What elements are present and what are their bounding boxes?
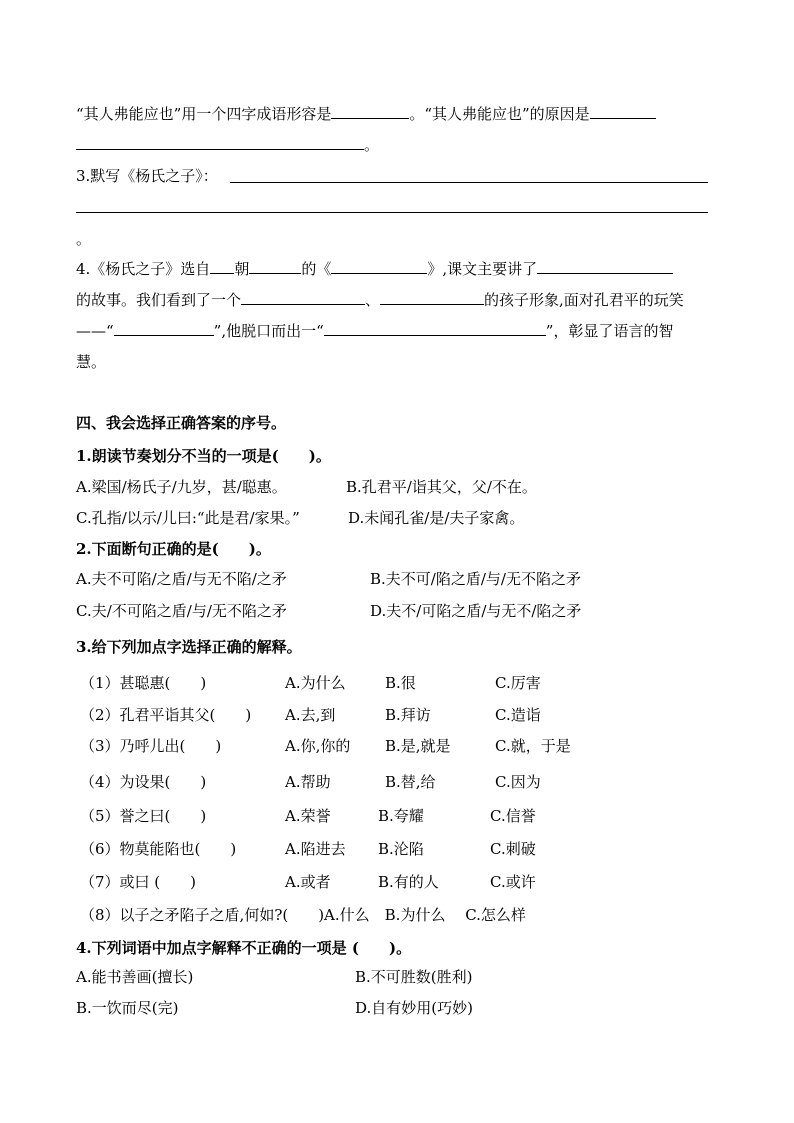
- q4-option-c[interactable]: B.一饮而尽(完): [76, 999, 179, 1017]
- answer-blank[interactable]: [331, 259, 427, 274]
- q3-item-8: （8）以子之矛陷子之盾,何如?( )A.什么 B.为什么 C.怎么样: [80, 906, 526, 924]
- q3-row: [0, 704, 794, 726]
- q1-option-b[interactable]: B.孔君平/诣其父，父/不在。: [346, 478, 537, 496]
- q3-row: [0, 735, 794, 757]
- answer-blank[interactable]: [590, 104, 656, 119]
- q1-option-c[interactable]: C.孔指/以示/儿曰:“此是君/家果。”: [76, 509, 300, 527]
- q2-stem: 2.下面断句正确的是( )。: [76, 540, 271, 558]
- q4-text: 的孩子形象,面对孔君平的玩笑: [484, 291, 684, 309]
- q-idiom-text: “其人弗能应也”用一个四字成语形容是: [76, 105, 332, 123]
- q3-row: [0, 904, 794, 926]
- q3-row: [0, 771, 794, 793]
- q3-option-a[interactable]: A.荣誉: [285, 807, 331, 825]
- q4-text: 4.《杨氏之子》选自: [76, 260, 211, 278]
- q4-text: 的《: [301, 260, 332, 278]
- q3-option-c[interactable]: C.刺破: [490, 840, 536, 858]
- q3-option-c[interactable]: C.厉害: [495, 674, 541, 692]
- q3-option-c[interactable]: C.因为: [495, 773, 541, 791]
- q3-option-c[interactable]: C.就，于是: [495, 737, 571, 755]
- q3-option-b[interactable]: B.是,就是: [385, 737, 451, 755]
- q2-option-d[interactable]: D.夫不/可陷之盾/与无不/陷之矛: [370, 602, 582, 620]
- q4-option-b[interactable]: B.不可胜数(胜利): [355, 968, 473, 986]
- answer-blank[interactable]: [114, 321, 214, 336]
- q3-row: [0, 838, 794, 860]
- q3-stem: 3.给下列加点字选择正确的解释。: [76, 638, 302, 656]
- q3-option-b[interactable]: B.有的人: [378, 873, 439, 891]
- q3-item: （2）孔君平诣其父( ): [80, 706, 252, 724]
- q3-option-a[interactable]: A.帮助: [285, 773, 331, 791]
- q4-option-d[interactable]: D.自有妙用(巧妙): [355, 999, 473, 1017]
- answer-blank[interactable]: [76, 135, 364, 150]
- answer-blank[interactable]: [210, 259, 234, 274]
- q3-option-c[interactable]: C.或许: [490, 873, 536, 891]
- answer-blank[interactable]: [331, 104, 409, 119]
- q4-text: ”，彰显了语言的智: [545, 322, 674, 340]
- q3-option-a[interactable]: A.为什么: [285, 674, 346, 692]
- q3-option-a[interactable]: A.你,你的: [285, 737, 351, 755]
- q4-text: ——“: [76, 322, 114, 340]
- q3-option-c[interactable]: C.造诣: [495, 706, 541, 724]
- answer-line[interactable]: [76, 212, 708, 213]
- q2-option-c[interactable]: C.夫/不可陷之盾/与/无不陷之矛: [76, 602, 287, 620]
- q4-text: 朝: [234, 260, 250, 278]
- q-reason-line2: [76, 134, 708, 156]
- q2-option-a[interactable]: A.夫不可陷/之盾/与无不陷/之矛: [76, 570, 287, 588]
- q1-option-a[interactable]: A.梁国/杨氏子/九岁，甚/聪惠。: [76, 478, 287, 496]
- q3-item: （7）或曰 ( ): [80, 873, 197, 891]
- q3-row: [0, 805, 794, 827]
- q3-option-b[interactable]: B.替,给: [385, 773, 436, 791]
- q4-text: 》,课文主要讲了: [427, 260, 538, 278]
- answer-blank[interactable]: [324, 321, 546, 336]
- q3-option-c[interactable]: C.信誉: [490, 807, 536, 825]
- q4-stem: 4.下列词语中加点字解释不正确的一项是 ( )。: [76, 939, 412, 957]
- q4-text: 的故事。我们看到了一个: [76, 291, 242, 309]
- answer-blank[interactable]: [241, 290, 365, 305]
- q4-option-a[interactable]: A.能书善画(擅长): [76, 968, 194, 986]
- period: 。: [364, 136, 380, 154]
- q3-end-line: [76, 228, 708, 250]
- q-reason-text: 。“其人弗能应也”的原因是: [409, 105, 590, 123]
- q3-item: （5）誉之曰( ): [80, 807, 207, 825]
- section-heading: 四、我会选择正确答案的序号。: [76, 414, 287, 432]
- q3-item: （3）乃呼儿出( ): [80, 737, 222, 755]
- q3-dictation-label: 3.默写《杨氏之子》：: [76, 167, 218, 185]
- q4-fill-line4: [76, 351, 708, 373]
- answer-blank[interactable]: [380, 290, 484, 305]
- period: 。: [76, 230, 92, 248]
- q4-fill-line1: [76, 258, 708, 280]
- q4-text: 慧。: [76, 353, 107, 371]
- q3-row: [0, 672, 794, 694]
- q3-option-b[interactable]: B.沦陷: [378, 840, 424, 858]
- q1-stem: 1.朗读节奏划分不当的一项是( )。: [76, 447, 331, 465]
- answer-blank[interactable]: [249, 259, 301, 274]
- q3-option-b[interactable]: B.夸耀: [378, 807, 424, 825]
- answer-blank[interactable]: [537, 259, 673, 274]
- q3-option-a[interactable]: A.陷进去: [285, 840, 346, 858]
- q3-row: [0, 871, 794, 893]
- q3-option-b[interactable]: B.拜访: [385, 706, 431, 724]
- q4-text: ”,他脱口而出一“: [213, 322, 324, 340]
- q3-item: （1）甚聪惠( ): [80, 674, 207, 692]
- q3-item: （6）物莫能陷也( ): [80, 840, 237, 858]
- q3-option-b[interactable]: B.很: [385, 674, 416, 692]
- q1-option-d[interactable]: D.未闻孔雀/是/夫子家禽。: [348, 509, 525, 527]
- q3-option-a[interactable]: A.去,到: [285, 706, 336, 724]
- q3-item: （4）为设果( ): [80, 773, 207, 791]
- q2-option-b[interactable]: B.夫不可/陷之盾/与/无不陷之矛: [370, 570, 581, 588]
- q3-option-a[interactable]: A.或者: [285, 873, 331, 891]
- q4-fill-line3: [76, 320, 708, 342]
- q4-fill-line2: [76, 289, 708, 311]
- answer-line[interactable]: [230, 182, 708, 183]
- q3-dictation-line: [76, 165, 708, 187]
- q4-text: 、: [365, 291, 381, 309]
- q-idiom-line: [76, 103, 708, 125]
